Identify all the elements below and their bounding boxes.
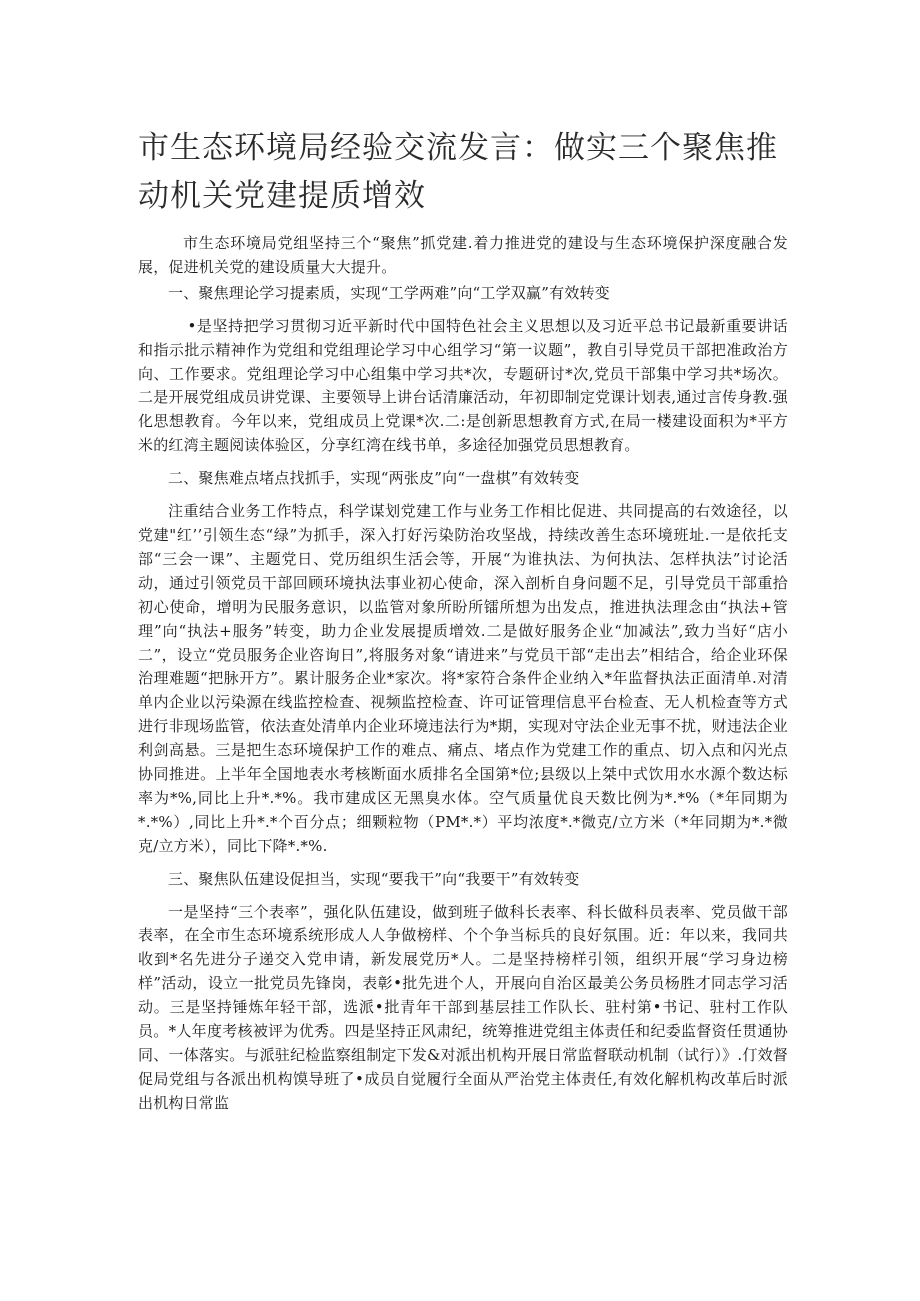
section-heading-3: 三、聚焦队伍建设促担当，实现“要我干”向“我要干”有效转变 <box>168 869 580 888</box>
document-body <box>138 232 788 1116</box>
section-heading-1: 一、聚焦理论学习提素质，实现“工学两难”向“工学双赢”有效转变 <box>168 283 610 302</box>
section-2-paragraph: 注重结合业务工作特点，科学谋划党建工作与业务工作相比促进、共同提高的右效途径，以党建"红’’引领生态“绿”为抓手，深入打好污染防治攻坚战，持续改善生态环境班址.一是依托支部“三会一课”、主题党日、党历组织生活会等，开展“为谁执法、为何执法、怎样执法”讨论活动，通过引领党员干部回顾环境执法事业初心使命，深入剖析自身问题不足，引导党员干部重拾初心使命，增明为民服务意识，以监管对象所盼所镭所想为出发点，推进执法理念由“执法+管理”向“执法+服务”转变，助力企业发展提质增效.二是做好服务企业“加减法”,致力当好“店小二”，设立“党员服务企业咨询日”,将服务对象“请进来”与党员干部“走出去”相结合，给企业环保治理难题“把脉开方”。累计服务企业*家次。将*家符合条件企业纳入*年监督执法正面清单.对清单内企业以污染源在线监控检查、视频监控检查、许可证管理信息平台检查、无人机检查等方式进行非现场监管，依法查处清单内企业环境违法行为*期，实现对守法企业无事不扰，财违法企业利剑高悬。三是把生态环境保护工作的难点、痛点、堵点作为党建工作的重点、切入点和闪光点协同推进。上半年全国地表水考核断面水质排名全国第*位;县级以上桀中式饮用水水源个数达标率为*%,同比上升*.*%。我市建成区无黑臭水体。空气质量优良天数比例为*.*%（*年同期为*.*%）,同比上升*.*个百分点；细颗粒物（PM*.*）平均浓度*.*微克/立方米（*年同期为*.*微克/立方米），同比下降*.*%. <box>138 502 788 855</box>
section-1-paragraph: •是坚持把学习贯彻习近平新时代中国特色社会主义思想以及习近平总书记最新重要讲话和指示批示精神作为党组和党组理论学习中心组学习“第一议题”，教自引导党员干部把准政治方向、工作要求。党组理论学习中心组集中学习共*次，专题研讨*次,党员干部集中学习共*场次。二是开展党组成员讲党课、主要领导上讲台话清廉活动，年初即制定党课计划表,通过言传身教.强化思想教育。今年以来，党组成员上党课*次.二:是创新思想教育方式,在局一楼建设面积为*平方米的红湾主题阅读体验区，分享红湾在线书单，多途径加强党员思想教育。 <box>138 316 788 455</box>
section-heading-2: 二、聚焦难点堵点找抓手，实现“两张皮”向“一盘棋”有效转变 <box>168 469 580 488</box>
intro-paragraph: 市生态环境局党组坚持三个“聚焦”抓党建.着力推进党的建设与生态环境保护深度融合发展，促进机关党的建设质量大大提升。 <box>138 234 788 276</box>
section-3-paragraph: 一是坚持“三个表率”，强化队伍建设，做到班子做科长表率、科长做科员表率、党员做干部表率，在全市生态环境系统形成人人争做榜样、个个争当标兵的良好氛围。近：年以来，我同共收到*名先进分子递交入党申请，新发展党历*人。二是坚持榜样引领，组织开展“学习身边榜样”活动，设立一批党员先锋岗，表彰•批先进个人，开展向自治区最美公务员杨胜才同志学习活动。三是坚持锤炼年轻干部，选派•批青年干部到基层挂工作队长、驻村第•书记、驻村工作队员。*人年度考核被评为优秀。四是坚持正风肃纪，统筹推进党组主体责任和纪委监督资任贯通协同、一体落实。与派驻纪检监察组制定下发&对派出机构开展日常监督联动机制（试行）》.仃效督促局党组与各派出机构馍导班了•成员自觉履行全面从严治党主体责任,有效化解机构改革后时派出机构日常监 <box>138 902 788 1112</box>
document-title: 市生态环境局经验交流发言：做实三个聚焦推动机关党建提质增效 <box>138 130 778 214</box>
